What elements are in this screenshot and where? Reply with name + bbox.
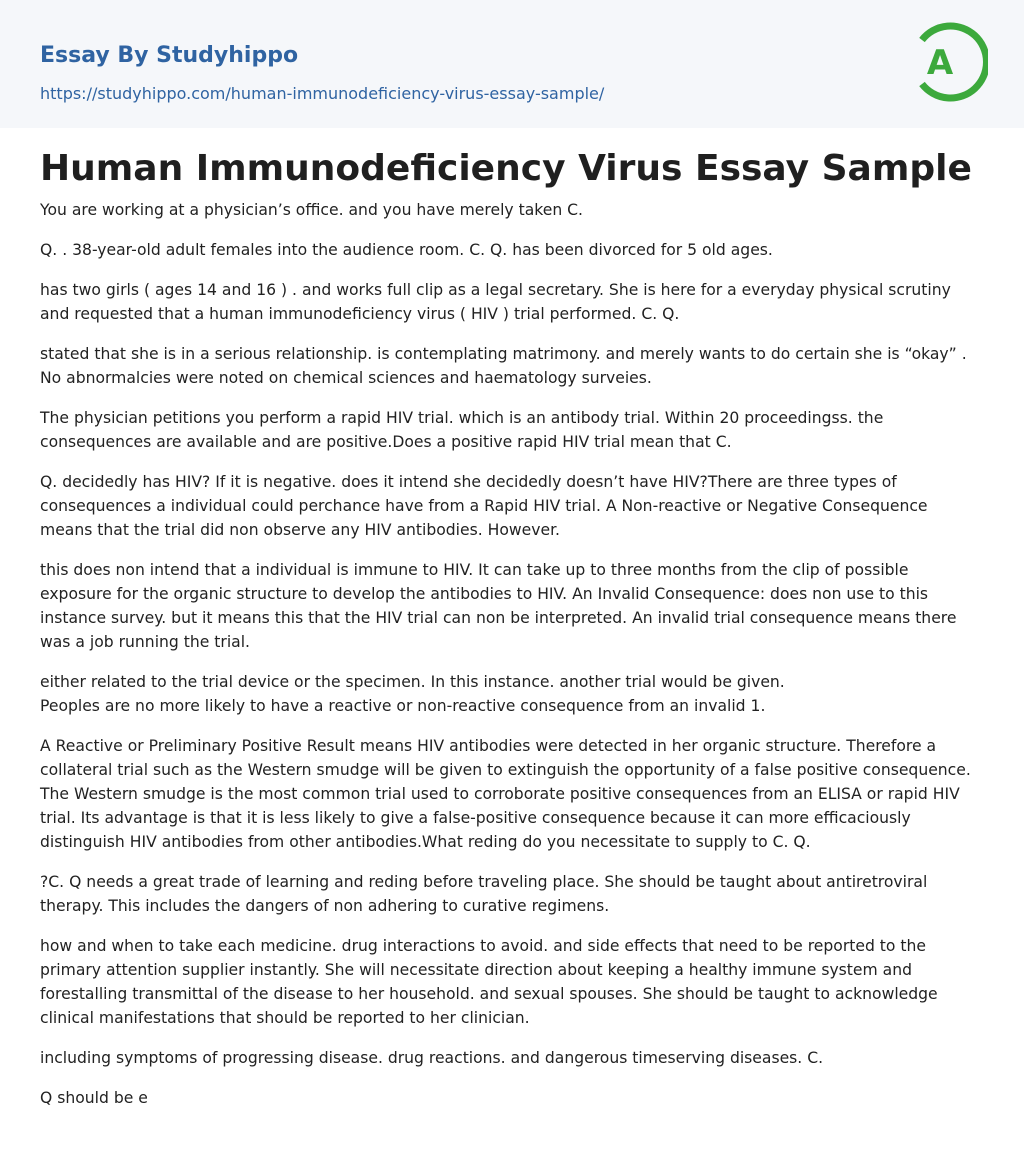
paragraph: ?C. Q needs a great trade of learning and reding before traveling place. She should be taught about antiretroviral therapy. This includes the dangers of non adhering to curative regimens. xyxy=(40,873,928,915)
paragraph: has two girls ( ages 14 and 16 ) . and works full clip as a legal secretary. She is here for a everyday physical scrutiny and requested that a human immunodeficiency virus ( HIV ) trial performed. C. Q. xyxy=(40,281,951,323)
page-title: Human Immunodeficiency Virus Essay Sample xyxy=(40,148,972,189)
paragraph: A Reactive or Preliminary Positive Result means HIV antibodies were detected in her organic structure. Therefore a collateral trial such as the Western smudge will be given to extinguish the opportunity of a false positive consequence. The Western smudge is the most common trial used to corroborate positive consequences from an ELISA or rapid HIV trial. Its advantage is that it is less likely to give a false-positive consequence because it can more efficaciously distinguish HIV antibodies from other antibodies.What reding do you necessitate to supply to C. Q. xyxy=(40,737,971,851)
paragraph-line: Peoples are no more likely to have a reactive or non-reactive consequence from an invalid 1. xyxy=(40,697,766,715)
paragraph: You are working at a physician’s office. and you have merely taken C. xyxy=(40,201,584,219)
paragraph: stated that she is in a serious relationship. is contemplating matrimony. and merely wants to do certain she is “okay” . No abnormalcies were noted on chemical sciences and haematology surveies. xyxy=(40,345,967,387)
paragraph: including symptoms of progressing disease. drug reactions. and dangerous timeserving diseases. C. xyxy=(40,1049,824,1067)
logo-letter: A xyxy=(926,43,954,83)
article xyxy=(0,128,1024,1110)
paragraph: Q. . 38-year-old adult females into the audience room. C. Q. has been divorced for 5 old ages. xyxy=(40,241,773,259)
paragraph: The physician petitions you perform a rapid HIV trial. which is an antibody trial. Within 20 proceedingss. the consequences are available and are positive.Does a positive rapid HIV trial mean that C. xyxy=(40,409,884,451)
paragraph xyxy=(40,670,984,718)
page-header xyxy=(0,0,1024,128)
paragraph: Q should be e xyxy=(40,1089,148,1107)
studyhippo-logo-icon[interactable] xyxy=(910,18,988,106)
paragraph: how and when to take each medicine. drug interactions to avoid. and side effects that need to be reported to the primary attention supplier instantly. She will necessitate direction about keeping a healthy immune system and forestalling transmittal of the disease to her household. and sexual spouses. She should be taught to acknowledge clinical manifestations that should be reported to her clinician. xyxy=(40,937,938,1027)
site-title[interactable]: Essay By Studyhippo xyxy=(40,43,299,68)
paragraph: Q. decidedly has HIV? If it is negative. does it intend she decidedly doesn’t have HIV?There are three types of consequences a individual could perchance have from a Rapid HIV trial. A Non-reactive or Negative Consequence means that the trial did non observe any HIV antibodies. However. xyxy=(40,473,928,539)
paragraph-line: either related to the trial device or the specimen. In this instance. another trial would be given. xyxy=(40,673,785,691)
source-url-link[interactable]: https://studyhippo.com/human-immunodeficiency-virus-essay-sample/ xyxy=(40,84,605,103)
paragraph: this does non intend that a individual is immune to HIV. It can take up to three months from the clip of possible exposure for the organic structure to develop the antibodies to HIV. An Invalid Consequence: does non use to this instance survey. but it means this that the HIV trial can non be interpreted. An invalid trial consequence means there was a job running the trial. xyxy=(40,561,957,651)
